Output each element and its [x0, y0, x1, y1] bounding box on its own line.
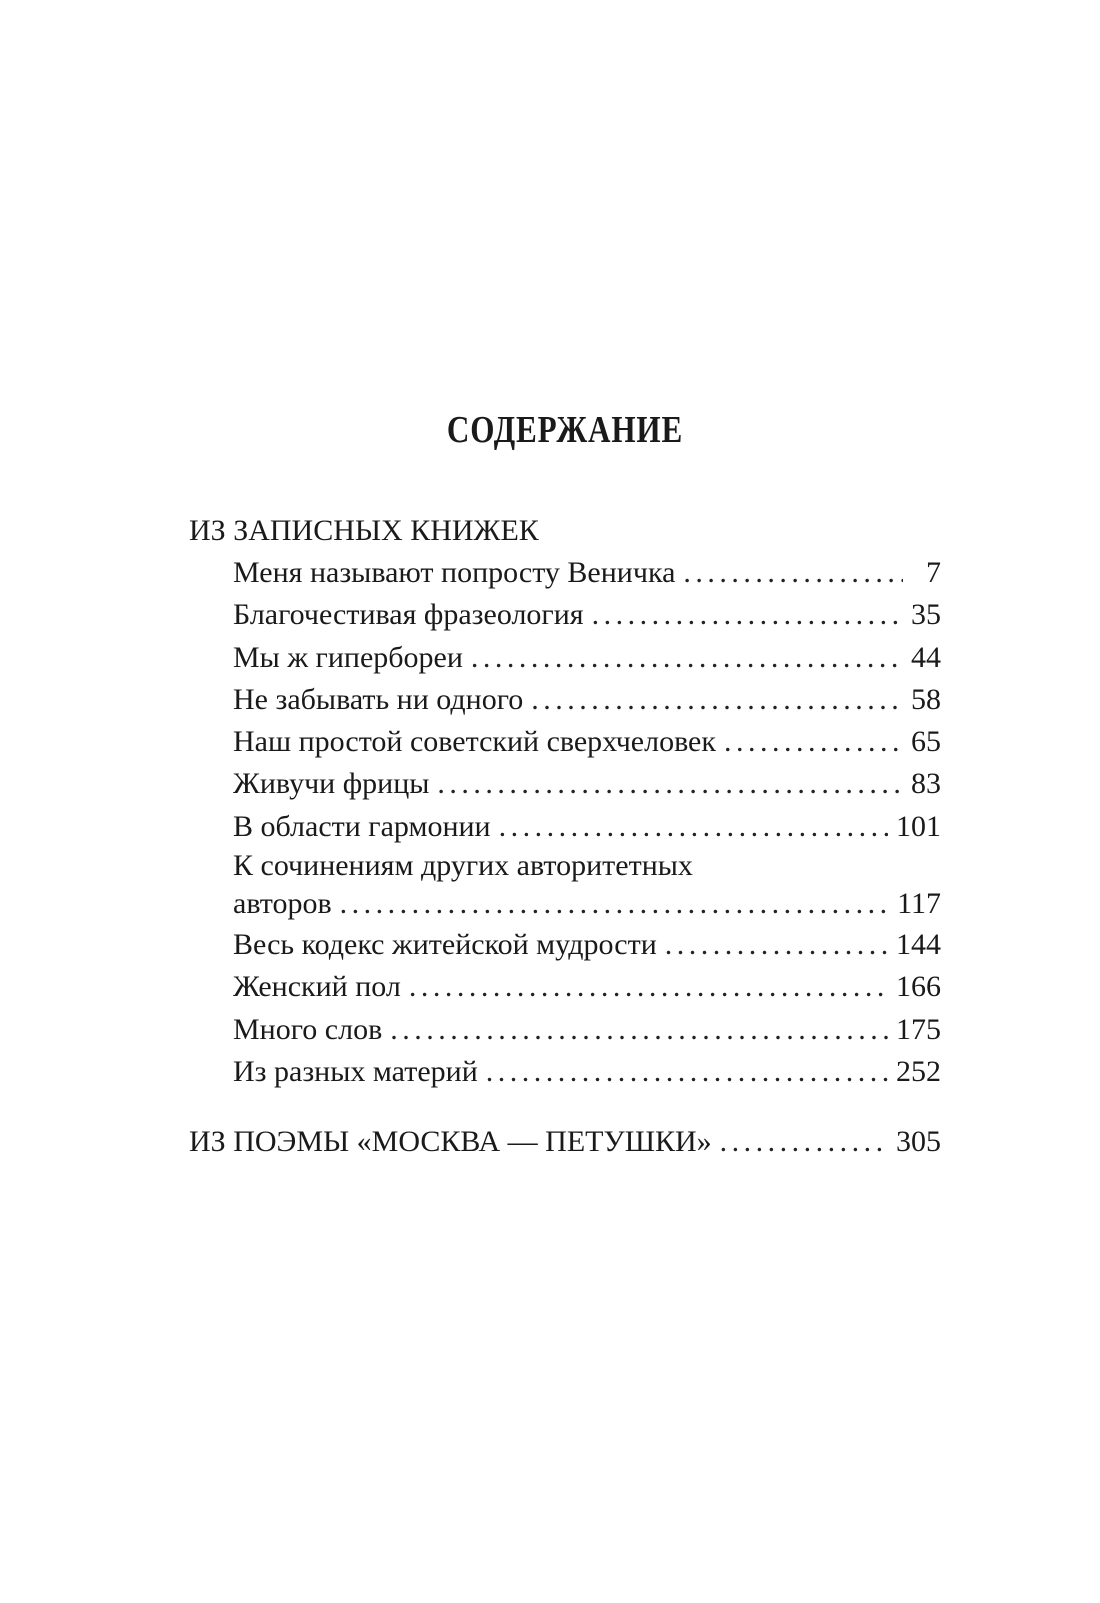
toc-entry[interactable] [233, 552, 941, 594]
entry-page: 305 [896, 1125, 941, 1159]
leader-dots [531, 679, 903, 721]
toc-entry[interactable] [233, 806, 941, 848]
leader-dots [592, 594, 903, 636]
toc-entry-multiline[interactable] [189, 848, 941, 924]
toc-entry[interactable] [233, 637, 941, 679]
entry-page: 144 [896, 928, 941, 962]
toc-entry[interactable] [233, 679, 941, 721]
entry-page: 252 [896, 1054, 941, 1088]
entry-title: Наш простой советский сверхчеловек [233, 725, 716, 759]
leader-dots [720, 1121, 888, 1163]
toc-section-entry[interactable] [189, 1121, 941, 1163]
leader-dots [724, 721, 903, 763]
entry-title: Весь кодекс житейской мудрости [233, 928, 657, 962]
entry-title: Мы ж гипербореи [233, 640, 463, 674]
toc-entry[interactable] [233, 594, 941, 636]
toc-entry[interactable] [233, 721, 941, 763]
entry-title: Меня называют попросту Веничка [233, 556, 676, 589]
entry-title: Благочестивая фразеология [233, 598, 584, 632]
entry-title: В области гармонии [233, 809, 491, 843]
toc-entry[interactable] [233, 1009, 941, 1051]
toc-entry[interactable] [233, 1051, 941, 1093]
entry-page: 65 [911, 725, 941, 759]
entry-title-line1: К сочинениям других авторитетных [233, 849, 693, 883]
entry-page: 35 [911, 598, 941, 632]
leader-dots [390, 1009, 888, 1051]
entry-title-line2: авторов [233, 887, 332, 921]
page-title: СОДЕРЖАНИЕ [446, 409, 684, 451]
entry-page: 44 [911, 640, 941, 674]
leader-dots [409, 966, 888, 1008]
leader-dots [486, 1051, 888, 1093]
entry-page: 101 [896, 809, 941, 843]
toc-entry[interactable] [233, 966, 941, 1008]
entry-title: Живучи фрицы [233, 767, 430, 801]
entry-page: 117 [897, 887, 941, 921]
entry-page: 7 [926, 556, 941, 589]
table-of-contents [189, 510, 941, 1164]
leader-dots [471, 637, 903, 679]
entry-title: Много слов [233, 1012, 383, 1046]
toc-entry[interactable] [233, 924, 941, 966]
entry-title: Не забывать ни одного [233, 682, 524, 716]
leader-dots [340, 884, 889, 924]
leader-dots [499, 806, 888, 848]
entry-title: Из разных материй [233, 1054, 478, 1088]
section-heading: ИЗ ЗАПИСНЫХ КНИЖЕК [189, 514, 539, 547]
entry-title: Женский пол [233, 970, 401, 1004]
toc-entry[interactable] [233, 763, 941, 805]
entry-page: 58 [911, 682, 941, 716]
entry-page: 166 [896, 970, 941, 1004]
leader-dots [665, 924, 888, 966]
entry-page: 83 [911, 767, 941, 801]
section-heading: ИЗ ПОЭМЫ «МОСКВА — ПЕТУШКИ» [189, 1125, 712, 1159]
entry-page: 175 [896, 1012, 941, 1046]
leader-dots [437, 763, 903, 805]
leader-dots [683, 552, 903, 594]
